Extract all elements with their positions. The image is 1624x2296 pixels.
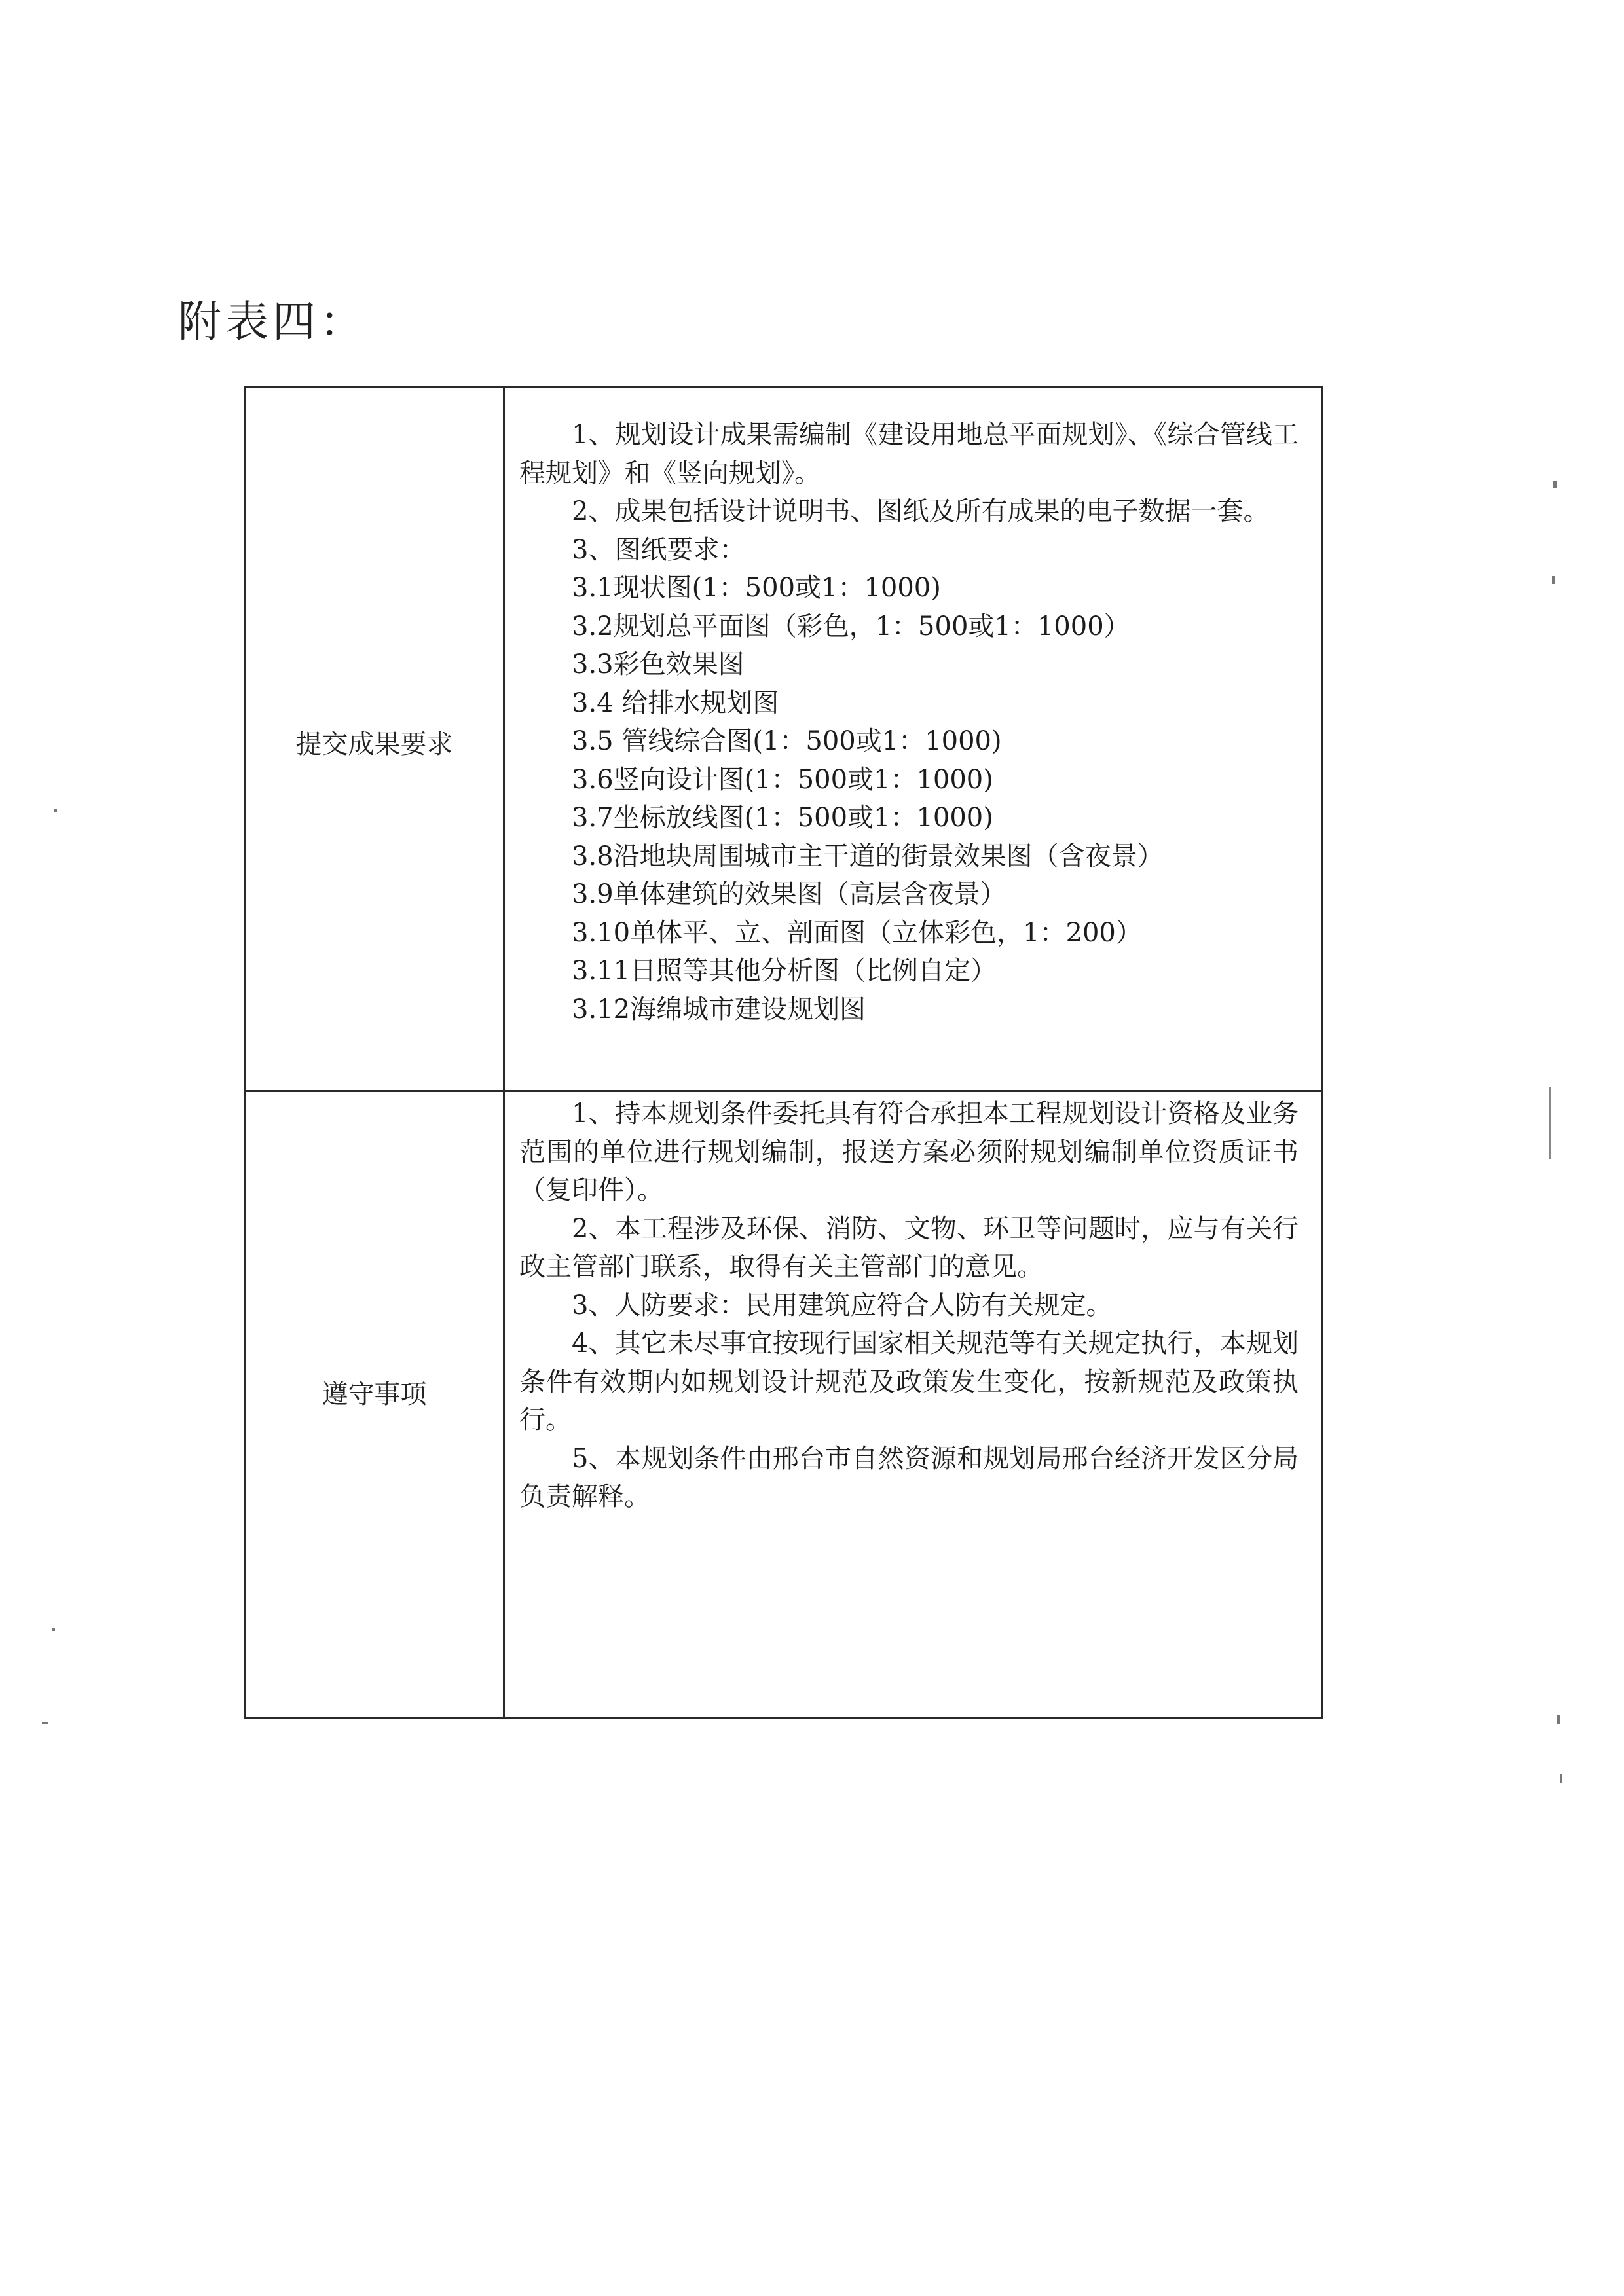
drawing-item-3-8: 3.8沿地块周围城市主干道的街景效果图（含夜景）	[572, 841, 1164, 871]
compliance-para-3: 3、人防要求：民用建筑应符合人防有关规定。	[572, 1290, 1113, 1321]
row-label-cell	[246, 388, 505, 1090]
drawing-item-3-1: 3.1现状图(1：500或1：1000)	[572, 573, 941, 603]
table-row-compliance	[246, 1092, 1321, 1717]
compliance-para-2: 2、本工程涉及环保、消防、文物、环卫等问题时，应与有关行政主管部门联系，取得有关主管部门的意见。	[519, 1213, 1299, 1282]
scan-speck	[1549, 1087, 1551, 1159]
drawing-item-3-10: 3.10单体平、立、剖面图（立体彩色，1：200）	[572, 917, 1142, 948]
drawing-item-3-3: 3.3彩色效果图	[572, 649, 745, 680]
drawing-item-3-5: 3.5 管线综合图(1：500或1：1000)	[572, 726, 1002, 756]
scan-speck	[1553, 481, 1557, 488]
drawing-item-3-6: 3.6竖向设计图(1：500或1：1000)	[572, 764, 993, 795]
drawing-item-3-9: 3.9单体建筑的效果图（高层含夜景）	[572, 879, 1006, 909]
drawing-item-3-2: 3.2规划总平面图（彩色，1：500或1：1000）	[572, 611, 1130, 642]
scan-speck	[1552, 576, 1555, 584]
row-label-compliance: 遵守事项	[322, 1379, 427, 1410]
scan-speck	[54, 809, 57, 812]
submission-para-1: 1、规划设计成果需编制《建设用地总平面规划》、《综合管线工程规划》和《竖向规划》。	[519, 420, 1299, 488]
drawing-item-3-11: 3.11日照等其他分析图（比例自定）	[572, 956, 997, 986]
row-label-submission: 提交成果要求	[295, 729, 453, 759]
submission-para-3: 3、图纸要求：	[572, 534, 746, 565]
compliance-para-1: 1、持本规划条件委托具有符合承担本工程规划设计资格及业务范围的单位进行规划编制，报送方案必须附规划编制单位资质证书（复印件）。	[519, 1099, 1299, 1205]
drawing-item-3-7: 3.7坐标放线图(1：500或1：1000)	[572, 803, 993, 833]
compliance-para-5: 5、本规划条件由邢台市自然资源和规划局邢台经济开发区分局负责解释。	[519, 1443, 1299, 1512]
scan-speck	[1557, 1715, 1560, 1724]
scan-speck	[42, 1722, 48, 1724]
compliance-para-4: 4、其它未尽事宜按现行国家相关规范等有关规定执行，本规划条件有效期内如规划设计规范及政策发生变化，按新规范及政策执行。	[519, 1328, 1299, 1435]
row-label-cell	[246, 1092, 505, 1717]
row-content-submission	[505, 388, 1321, 1090]
document-title: 附表四：	[178, 297, 367, 347]
requirements-table	[244, 386, 1323, 1719]
scan-speck	[1560, 1774, 1562, 1783]
table-row-submission	[246, 388, 1321, 1092]
drawing-item-3-12: 3.12海绵城市建设规划图	[572, 994, 866, 1025]
drawing-item-3-4: 3.4 给排水规划图	[572, 687, 779, 718]
submission-para-2: 2、成果包括设计说明书、图纸及所有成果的电子数据一套。	[572, 496, 1270, 526]
scan-speck	[52, 1628, 55, 1631]
row-content-compliance	[505, 1092, 1321, 1717]
